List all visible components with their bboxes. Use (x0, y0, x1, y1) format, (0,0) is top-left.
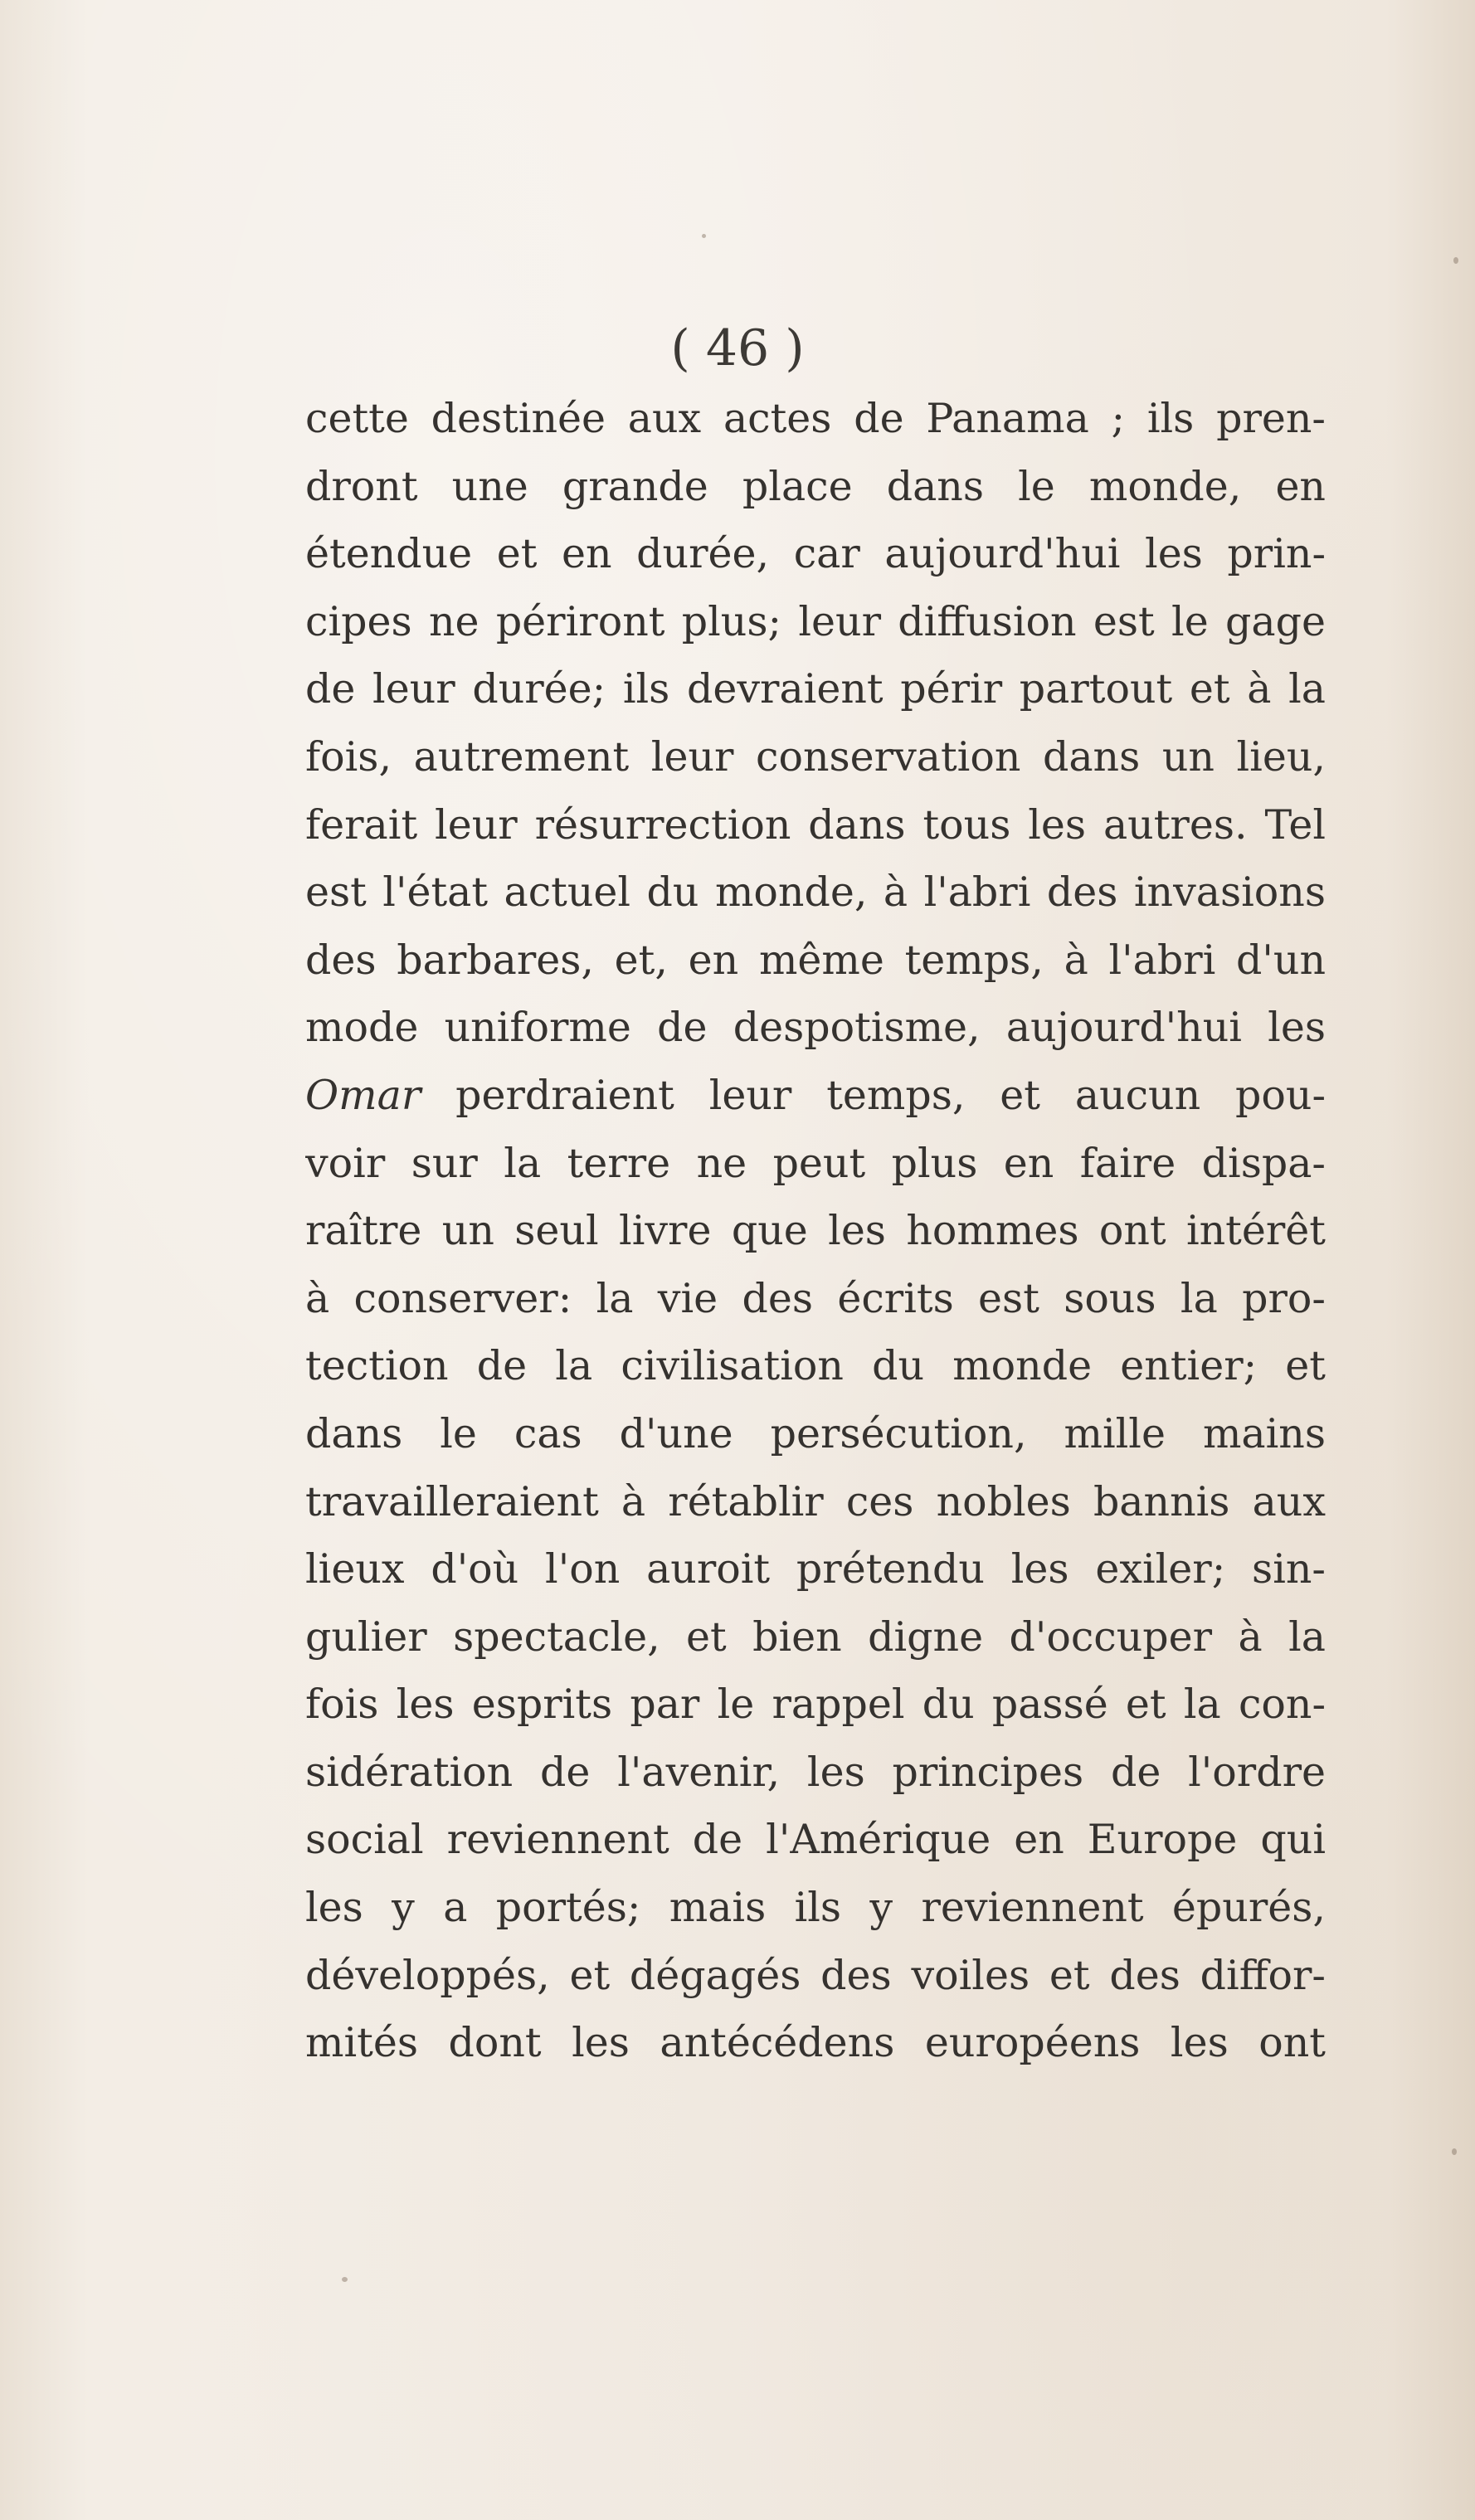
text-line: dans le cas d'une persécution, mille mains (305, 1409, 1326, 1457)
text-line: étendue et en durée, car aujourd'hui les prin- (305, 530, 1326, 578)
text-line: voir sur la terre ne peut plus en faire dispa- (305, 1139, 1326, 1187)
text-line: tection de la civilisation du monde entier; et (305, 1342, 1326, 1390)
text-line: cette destinée aux actes de Panama ; ils pren- (305, 395, 1326, 442)
italic-name-omar: Omar (305, 1071, 421, 1119)
text-line: fois, autrement leur conservation dans un lieu, (305, 732, 1326, 781)
text-line: mode uniforme de despotisme, aujourd'hui les (305, 1004, 1326, 1052)
page-number: ( 46 ) (670, 319, 805, 377)
text-line: cipes ne périront plus; leur diffusion est le gage (305, 597, 1326, 645)
text-line: est l'état actuel du monde, à l'abri des invasions (305, 868, 1326, 917)
text-line: développés, et dégagés des voiles et des diffor- (305, 1951, 1326, 1999)
text-line: social reviennent de l'Amérique en Europe qui (305, 1816, 1326, 1864)
paper-speck (342, 2277, 348, 2282)
paper-speck (1453, 257, 1458, 264)
text-line: gulier spectacle, et bien digne d'occuper à la (305, 1613, 1326, 1661)
text-line: ferait leur résurrection dans tous les autres. Tel (305, 800, 1326, 849)
text-line-remainder: perdraient leur temps, et aucun pou- (421, 1071, 1326, 1119)
text-line (305, 1062, 1326, 1130)
text-line: des barbares, et, en même temps, à l'abri d'un (305, 936, 1326, 984)
text-line: de leur durée; ils devraient périr partout et à la (305, 665, 1326, 713)
body-text (305, 385, 1326, 2077)
text-line: travailleraient à rétablir ces nobles bannis aux (305, 1477, 1326, 1525)
text-line: raître un seul livre que les hommes ont intérêt (305, 1207, 1326, 1255)
text-line: lieux d'où l'on auroit prétendu les exiler; sin- (305, 1545, 1326, 1593)
text-line: les y a portés; mais ils y reviennent épurés, (305, 1884, 1326, 1932)
text-line: à conserver: la vie des écrits est sous la pro- (305, 1274, 1326, 1322)
text-line: dront une grande place dans le monde, en (305, 462, 1326, 510)
paper-speck (702, 234, 706, 238)
text-line: fois les esprits par le rappel du passé et la con- (305, 1681, 1326, 1729)
paper-speck (1452, 2148, 1457, 2155)
text-line: sidération de l'avenir, les principes de l'ordre (305, 1748, 1326, 1796)
text-line: mités dont les antécédens européens les ont (305, 2019, 1326, 2067)
